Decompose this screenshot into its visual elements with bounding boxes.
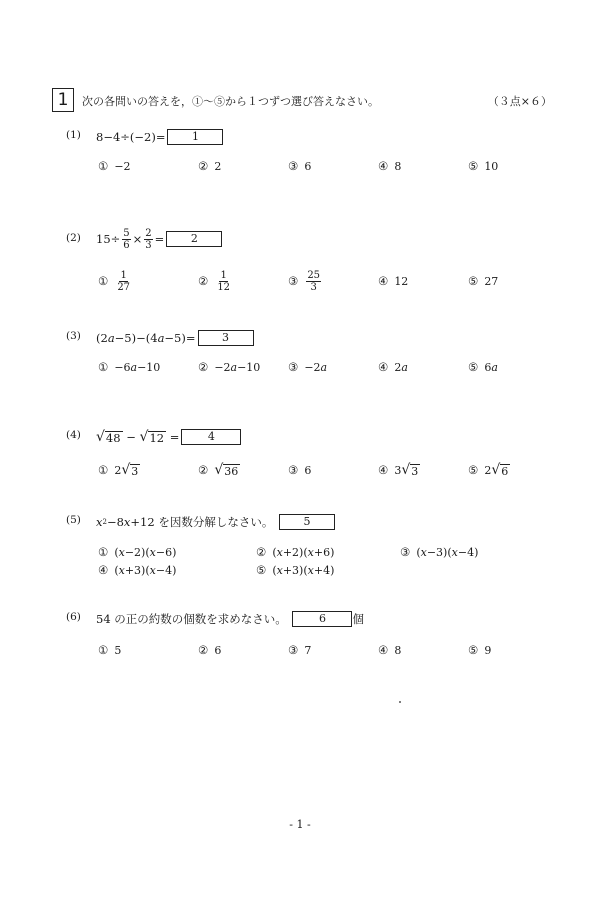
option-3: ③ $\frac{25}{3}$: [288, 269, 321, 293]
question-1: [66, 126, 546, 176]
question-label: (5): [66, 514, 81, 526]
answer-box: 5: [279, 514, 335, 530]
question-expression: 8−4÷(−2)= 1: [96, 126, 223, 148]
option-3: ③ 6: [288, 463, 312, 477]
section-header: [52, 88, 552, 114]
option-5: ⑤ 10: [468, 159, 499, 173]
question-number-box: 1: [52, 88, 74, 112]
question-label: (4): [66, 429, 81, 441]
points-note: （３点×６）: [487, 95, 552, 108]
option-1: ① −6a−10: [98, 360, 161, 374]
option-2: ② 6: [198, 643, 222, 657]
scan-speck: [399, 701, 401, 703]
option-3: ③ (x−3)(x−4): [400, 545, 479, 559]
options-row-2: [66, 561, 546, 579]
option-4: ④ 8: [378, 159, 402, 173]
option-1: ① $\frac{1}{27}$: [98, 269, 131, 293]
question-expression: √ 48 − √ 12 = 4: [96, 426, 241, 448]
question-expression: [96, 608, 364, 630]
question-text: を因数分解しなさい。: [158, 515, 274, 529]
option-5: ⑤ 2 √ 6: [468, 461, 509, 478]
option-5: ⑤ 27: [468, 274, 499, 288]
options-row: [66, 156, 546, 176]
option-1: ① 2 √ 3: [98, 461, 139, 478]
option-4: ④ 12: [378, 274, 409, 288]
question-label: (3): [66, 330, 81, 342]
question-2: [66, 226, 546, 294]
question-3: [66, 327, 546, 377]
question-text: 54 の正の約数の個数を求めなさい。: [96, 612, 287, 626]
option-4: ④ 2a: [378, 360, 408, 374]
page-number: - 1 -: [289, 818, 311, 831]
option-1: ① (x−2)(x−6): [98, 545, 177, 559]
answer-box: 1: [167, 129, 223, 145]
answer-box: 2: [166, 231, 222, 247]
options-row: [66, 460, 546, 480]
question-expression: x 2 −8 x +12 を因数分解しなさい。 5: [96, 511, 335, 533]
question-expression: (2 a −5)−(4 a −5)= 3: [96, 327, 254, 349]
options-row: [66, 268, 546, 294]
option-4: ④ 3 √ 3: [378, 461, 419, 478]
options-row: [66, 357, 546, 377]
option-3: ③ −2a: [288, 360, 328, 374]
option-4: ④ 8: [378, 643, 402, 657]
question-4: [66, 426, 546, 480]
question-label: (6): [66, 611, 81, 623]
option-3: ③ 6: [288, 159, 312, 173]
option-2: ② $\frac{1}{12}$: [198, 269, 231, 293]
answer-box: 3: [198, 330, 254, 346]
question-6: [66, 608, 546, 660]
question-label: (2): [66, 232, 81, 244]
question-5: [66, 511, 546, 579]
option-2: ② −2a−10: [198, 360, 261, 374]
option-4: ④ (x+3)(x−4): [98, 563, 177, 577]
instruction-text: 次の各問いの答えを，①～⑤から１つずつ選び答えなさい。: [82, 95, 379, 108]
option-5: ⑤ (x+3)(x+4): [256, 563, 335, 577]
option-5: ⑤ 9: [468, 643, 492, 657]
option-3: ③ 7: [288, 643, 312, 657]
option-5: ⑤ 6a: [468, 360, 498, 374]
answer-box: 4: [181, 429, 241, 445]
option-2: ② √ 36: [198, 461, 239, 478]
options-row: [66, 640, 546, 660]
question-label: (1): [66, 129, 81, 141]
options-row: [66, 543, 546, 561]
option-2: ② (x+2)(x+6): [256, 545, 335, 559]
option-1: ① 5: [98, 643, 122, 657]
answer-box: 6: [292, 611, 352, 627]
option-1: ① −2: [98, 159, 131, 173]
answer-suffix: 個: [352, 612, 364, 626]
question-expression: 15÷ $\frac{5}{6}$ × $\frac{2}{3}$ = 2: [96, 226, 222, 252]
option-2: ② 2: [198, 159, 222, 173]
